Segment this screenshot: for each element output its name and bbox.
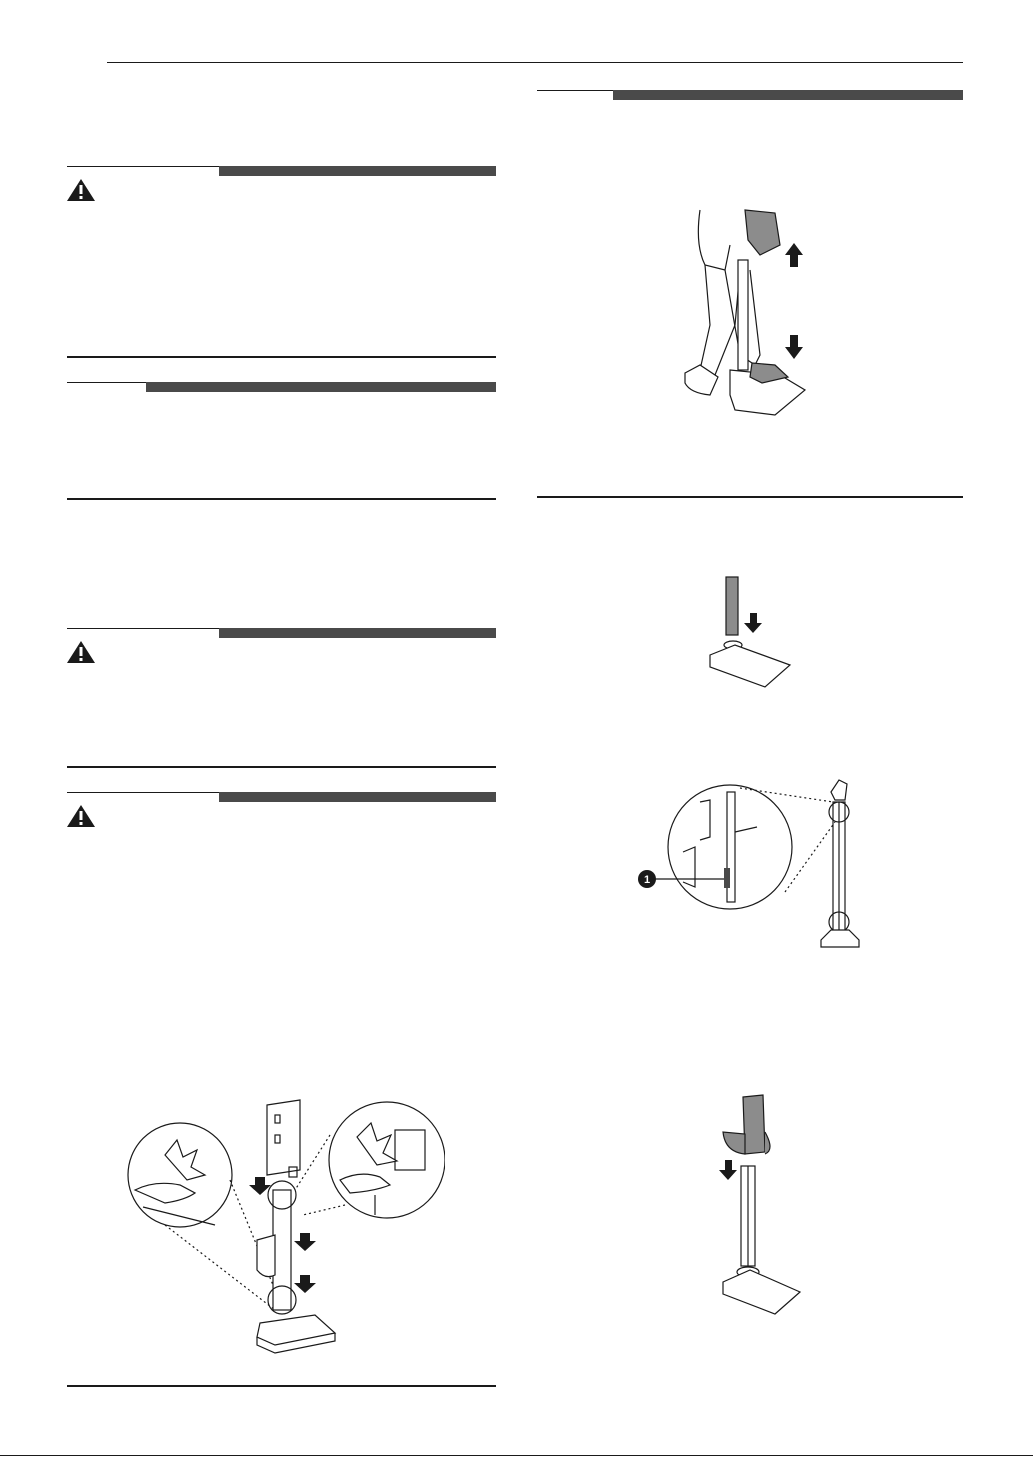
step-on-base-illustration bbox=[680, 205, 810, 420]
section-end-rule bbox=[67, 498, 496, 500]
insert-pole-illustration bbox=[705, 575, 795, 690]
step-section-bar bbox=[613, 90, 963, 100]
warning-triangle-icon bbox=[66, 640, 96, 664]
pole-detail-illustration bbox=[635, 772, 870, 952]
callout-number-text: 1 bbox=[643, 874, 651, 886]
pinch-hazard-illustration bbox=[125, 1095, 445, 1360]
page-top-rule bbox=[107, 62, 963, 63]
section-end-rule bbox=[67, 1385, 496, 1387]
warning-section-bar bbox=[219, 628, 496, 638]
warning-triangle-icon bbox=[66, 178, 96, 202]
page-bottom-rule bbox=[0, 1455, 1033, 1456]
warning-section-bar bbox=[219, 792, 496, 802]
warning-triangle-icon bbox=[66, 804, 96, 828]
note-section-bar bbox=[146, 382, 496, 392]
section-end-rule bbox=[67, 356, 496, 358]
warning-section-bar bbox=[219, 166, 496, 176]
section-end-rule bbox=[67, 766, 496, 768]
attach-bracket-illustration bbox=[715, 1092, 815, 1317]
section-end-rule bbox=[537, 496, 963, 498]
